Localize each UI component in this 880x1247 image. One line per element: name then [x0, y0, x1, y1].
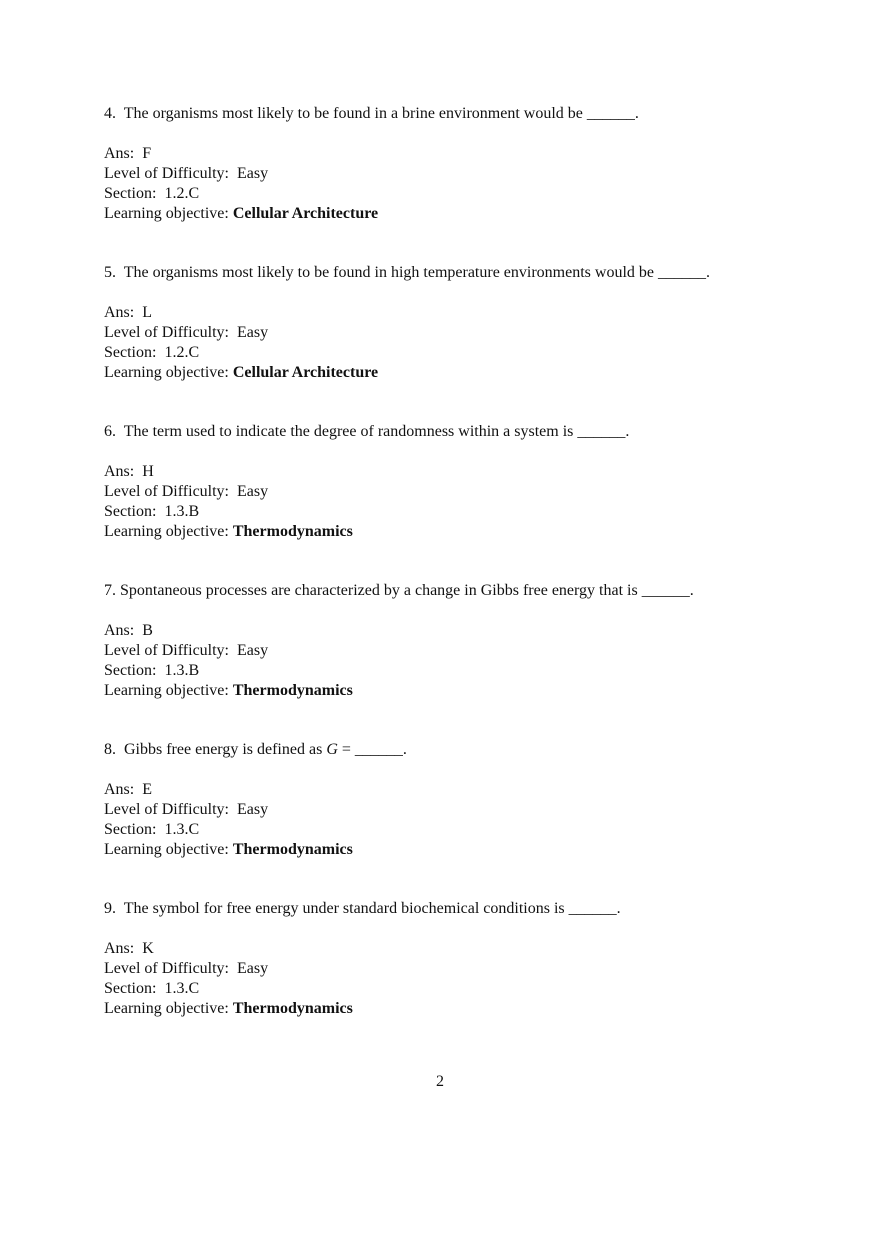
- answer-line: [104, 939, 844, 959]
- objective-value: Thermodynamics: [232, 523, 353, 540]
- difficulty-line: [104, 959, 844, 979]
- section-value: 1.2.C: [164, 185, 200, 202]
- difficulty-label: Level of Difficulty:: [104, 642, 229, 659]
- objective-value: Cellular Architecture: [232, 205, 379, 222]
- difficulty-line: [104, 164, 844, 184]
- section-value: 1.3.C: [164, 821, 200, 838]
- answer-line: [104, 462, 844, 482]
- difficulty-value: Easy: [237, 960, 269, 977]
- question-text: [104, 422, 844, 442]
- answer-value: H: [142, 463, 154, 480]
- question-6: [104, 422, 844, 542]
- section-label: Section:: [104, 980, 157, 997]
- difficulty-line: [104, 641, 844, 661]
- question-number: 6.: [104, 423, 116, 440]
- objective-label: Learning objective:: [104, 364, 229, 381]
- difficulty-label: Level of Difficulty:: [104, 324, 229, 341]
- answer-label: Ans:: [104, 940, 135, 957]
- difficulty-label: Level of Difficulty:: [104, 483, 229, 500]
- difficulty-value: Easy: [237, 801, 269, 818]
- objective-line: [104, 681, 844, 701]
- difficulty-label: Level of Difficulty:: [104, 801, 229, 818]
- question-text: [104, 581, 844, 601]
- section-label: Section:: [104, 185, 157, 202]
- question-text: [104, 263, 844, 283]
- difficulty-value: Easy: [237, 642, 269, 659]
- answer-line: [104, 144, 844, 164]
- answer-line: [104, 303, 844, 323]
- section-line: [104, 343, 844, 363]
- difficulty-value: Easy: [237, 483, 269, 500]
- question-number: 8.: [104, 741, 116, 758]
- question-9: [104, 899, 844, 1019]
- answer-value: K: [142, 940, 154, 957]
- answer-line: [104, 621, 844, 641]
- difficulty-label: Level of Difficulty:: [104, 165, 229, 182]
- objective-value: Thermodynamics: [232, 682, 353, 699]
- section-value: 1.3.C: [164, 980, 200, 997]
- objective-line: [104, 840, 844, 860]
- section-line: [104, 979, 844, 999]
- answer-value: B: [142, 622, 153, 639]
- objective-line: [104, 363, 844, 383]
- answer-value: F: [142, 145, 152, 162]
- gibbs-variable: G: [326, 741, 338, 758]
- answer-value: E: [142, 781, 153, 798]
- objective-label: Learning objective:: [104, 1000, 229, 1017]
- section-label: Section:: [104, 344, 157, 361]
- objective-line: [104, 522, 844, 542]
- question-prompt: The symbol for free energy under standard biochemical conditions is ______.: [123, 900, 621, 917]
- question-prompt-after: = ______.: [337, 741, 407, 758]
- answer-label: Ans:: [104, 781, 135, 798]
- question-number: 7.: [104, 582, 116, 599]
- answer-label: Ans:: [104, 145, 135, 162]
- question-text: [104, 899, 844, 919]
- objective-line: [104, 999, 844, 1019]
- question-7: [104, 581, 844, 701]
- objective-value: Thermodynamics: [232, 841, 353, 858]
- objective-label: Learning objective:: [104, 682, 229, 699]
- answer-label: Ans:: [104, 463, 135, 480]
- question-prompt: Spontaneous processes are characterized by a change in Gibbs free energy that is ______.: [120, 582, 694, 599]
- section-value: 1.3.B: [164, 503, 200, 520]
- question-number: 5.: [104, 264, 116, 281]
- question-prompt-before: Gibbs free energy is defined as: [124, 741, 327, 758]
- section-value: 1.2.C: [164, 344, 200, 361]
- question-number: 4.: [104, 105, 116, 122]
- section-value: 1.3.B: [164, 662, 200, 679]
- question-5: [104, 263, 844, 383]
- question-8: [104, 740, 844, 860]
- section-line: [104, 661, 844, 681]
- answer-value: L: [142, 304, 153, 321]
- difficulty-line: [104, 800, 844, 820]
- question-number: 9.: [104, 900, 116, 917]
- question-text: [104, 740, 844, 760]
- difficulty-value: Easy: [237, 324, 269, 341]
- section-line: [104, 502, 844, 522]
- question-prompt: The term used to indicate the degree of randomness within a system is ______.: [123, 423, 630, 440]
- answer-label: Ans:: [104, 304, 135, 321]
- objective-label: Learning objective:: [104, 205, 229, 222]
- answer-line: [104, 780, 844, 800]
- objective-label: Learning objective:: [104, 523, 229, 540]
- objective-line: [104, 204, 844, 224]
- section-label: Section:: [104, 821, 157, 838]
- section-label: Section:: [104, 662, 157, 679]
- question-4: [104, 104, 844, 224]
- page-number: 2: [436, 1073, 444, 1090]
- difficulty-line: [104, 482, 844, 502]
- question-prompt: The organisms most likely to be found in high temperature environments would be ______.: [123, 264, 710, 281]
- objective-label: Learning objective:: [104, 841, 229, 858]
- section-line: [104, 184, 844, 204]
- section-line: [104, 820, 844, 840]
- section-label: Section:: [104, 503, 157, 520]
- question-prompt: The organisms most likely to be found in a brine environment would be ______.: [123, 105, 639, 122]
- question-text: [104, 104, 844, 124]
- difficulty-value: Easy: [237, 165, 269, 182]
- difficulty-label: Level of Difficulty:: [104, 960, 229, 977]
- difficulty-line: [104, 323, 844, 343]
- objective-value: Cellular Architecture: [232, 364, 379, 381]
- answer-label: Ans:: [104, 622, 135, 639]
- objective-value: Thermodynamics: [232, 1000, 353, 1017]
